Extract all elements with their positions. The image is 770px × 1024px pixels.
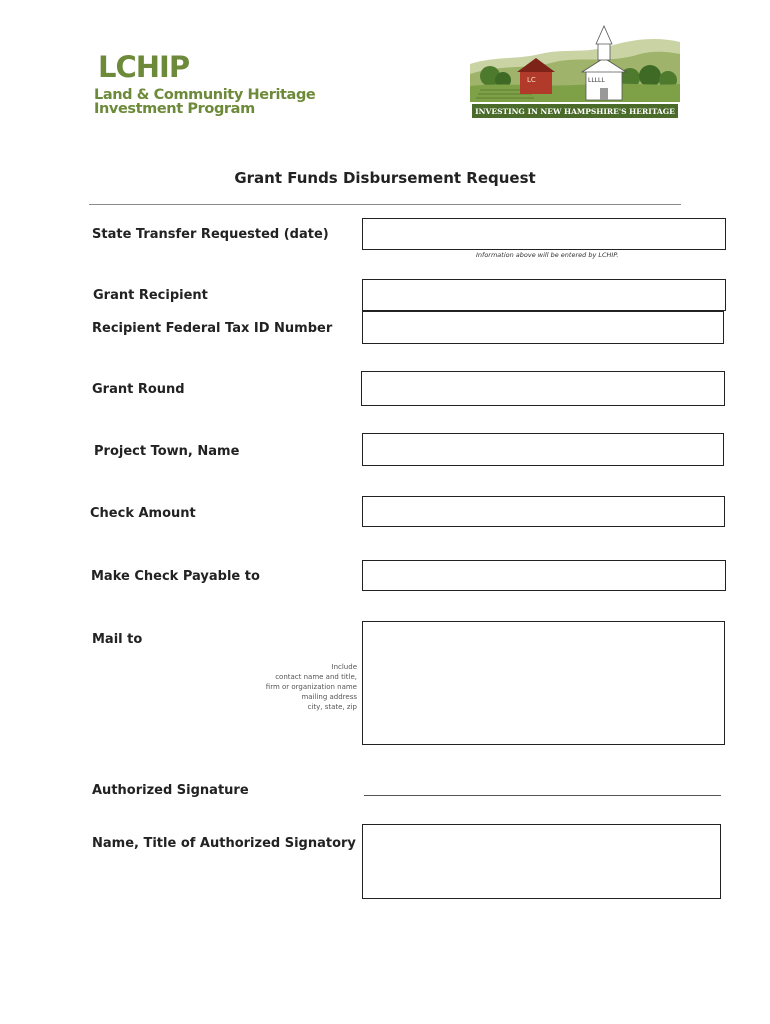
lchip-logo-line2: Investment Program	[94, 101, 255, 117]
project-town-field[interactable]	[362, 433, 724, 466]
mail-hint-line: city, state, zip	[307, 703, 357, 711]
title-divider	[89, 204, 681, 205]
payable-to-field[interactable]	[362, 560, 726, 591]
mail-hint-line: contact name and title,	[275, 673, 357, 681]
lchip-logo-line1: Land & Community Heritage	[94, 87, 316, 103]
page-title: Grant Funds Disbursement Request	[234, 169, 536, 187]
grant-recipient-label: Grant Recipient	[93, 288, 208, 303]
mail-hint-line: firm or organization name	[265, 683, 357, 691]
grant-round-label: Grant Round	[92, 382, 185, 397]
tax-id-field[interactable]	[362, 311, 724, 344]
check-amount-label: Check Amount	[90, 506, 196, 521]
check-amount-field[interactable]	[362, 496, 725, 527]
signature-line[interactable]	[364, 795, 721, 796]
tax-id-label: Recipient Federal Tax ID Number	[92, 321, 333, 336]
project-town-label: Project Town, Name	[94, 444, 240, 459]
heritage-illustration	[470, 24, 680, 120]
mail-to-hint	[266, 662, 357, 712]
mail-hint-line: mailing address	[301, 693, 357, 701]
state-transfer-label: State Transfer Requested (date)	[92, 227, 329, 242]
heritage-banner: INVESTING IN NEW HAMPSHIRE'S HERITAGE	[475, 107, 675, 116]
grant-recipient-field[interactable]	[362, 279, 726, 311]
mail-hint-line: Include	[331, 663, 357, 671]
state-transfer-field[interactable]	[362, 218, 726, 250]
heritage-logo	[470, 24, 680, 120]
signatory-label: Name, Title of Authorized Signatory	[92, 836, 356, 851]
info-note: Information above will be entered by LCHIP.	[476, 251, 619, 259]
lchip-logo-mark: LCHIP	[98, 50, 190, 84]
mail-to-field[interactable]	[362, 621, 725, 745]
signature-label: Authorized Signature	[92, 783, 249, 798]
grant-round-field[interactable]	[361, 371, 725, 406]
church-windows: LLLLL	[588, 77, 605, 84]
barn-lettering: LC	[527, 76, 536, 84]
signatory-field[interactable]	[362, 824, 721, 899]
mail-to-label: Mail to	[92, 632, 143, 647]
payable-to-label: Make Check Payable to	[91, 569, 260, 584]
